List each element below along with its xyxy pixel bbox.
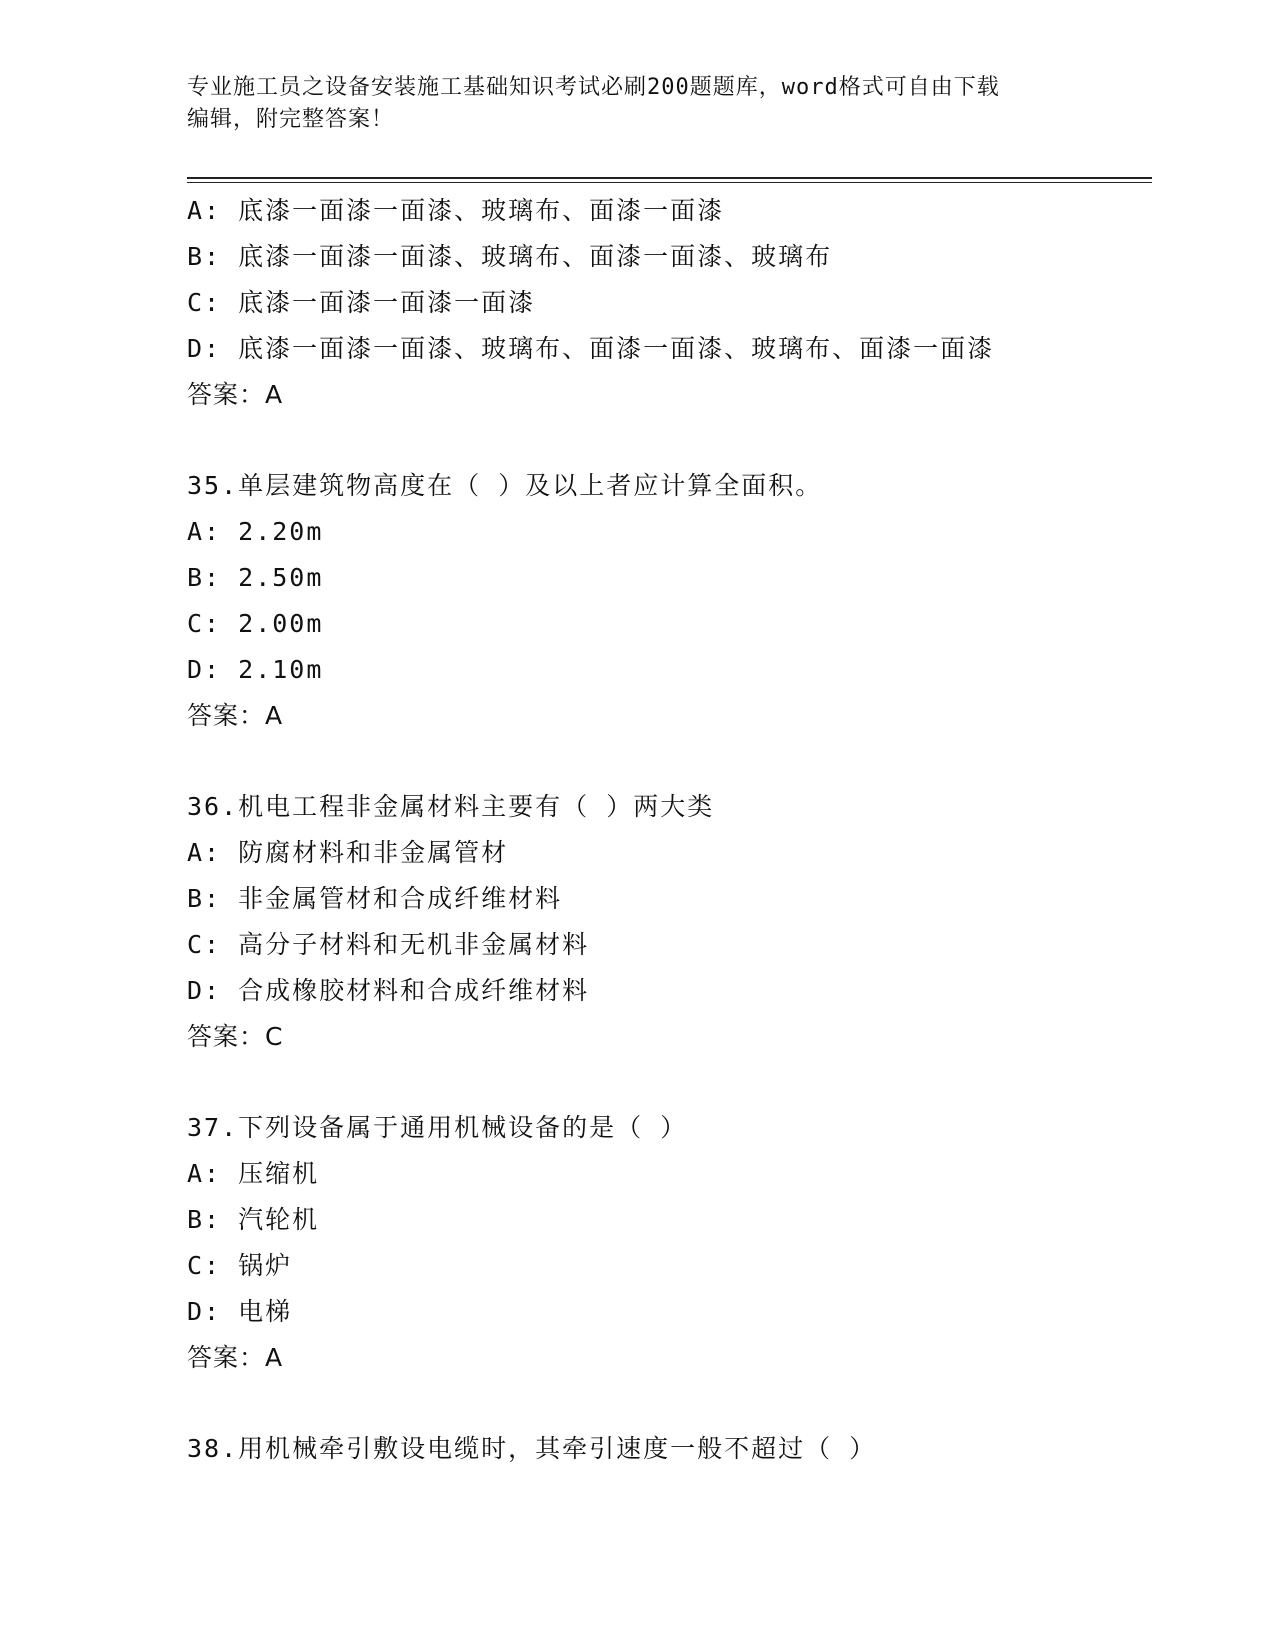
- question-37: [187, 1105, 1152, 1381]
- document-header: [187, 72, 1077, 136]
- option-c: C: 锅炉: [187, 1251, 293, 1280]
- option-d: D: 电梯: [187, 1297, 293, 1326]
- question-list: [187, 188, 1152, 1472]
- option-d: D: 合成橡胶材料和合成纤维材料: [187, 976, 590, 1005]
- option-d: D: 2.10m: [187, 655, 324, 684]
- option-c: C: 高分子材料和无机非金属材料: [187, 930, 590, 959]
- option-b: B: 底漆一面漆一面漆、玻璃布、面漆一面漆、玻璃布: [187, 242, 833, 271]
- answer: 答案：A: [187, 701, 284, 730]
- answer: 答案：A: [187, 380, 284, 409]
- question-35: [187, 463, 1152, 739]
- spacer: [187, 739, 1152, 784]
- question-stem: 37.下列设备属于通用机械设备的是（ ）: [187, 1113, 688, 1142]
- question-38: [187, 1426, 1152, 1472]
- header-divider-thin: [187, 182, 1152, 183]
- answer: 答案：A: [187, 1343, 284, 1372]
- option-a: A: 底漆一面漆一面漆、玻璃布、面漆一面漆: [187, 196, 725, 225]
- answer: 答案：C: [187, 1022, 284, 1051]
- spacer: [187, 418, 1152, 463]
- spacer: [187, 1060, 1152, 1105]
- option-c: C: 底漆一面漆一面漆一面漆: [187, 288, 536, 317]
- option-a: A: 压缩机: [187, 1159, 320, 1188]
- question-36: [187, 784, 1152, 1060]
- question-stem: 35.单层建筑物高度在（ ）及以上者应计算全面积。: [187, 471, 823, 500]
- header-line-2: 编辑，附完整答案！: [187, 107, 395, 132]
- option-b: B: 2.50m: [187, 563, 324, 592]
- header-divider-thick: [187, 177, 1152, 179]
- question-stem: 36.机电工程非金属材料主要有（ ）两大类: [187, 792, 715, 821]
- header-line-1: 专业施工员之设备安装施工基础知识考试必刷200题题库，word格式可自由下载: [187, 75, 1000, 100]
- question-stem: 38.用机械牵引敷设电缆时，其牵引速度一般不超过（ ）: [187, 1434, 877, 1463]
- option-a: A: 2.20m: [187, 517, 324, 546]
- question-34: [187, 188, 1152, 418]
- option-a: A: 防腐材料和非金属管材: [187, 838, 509, 867]
- option-d: D: 底漆一面漆一面漆、玻璃布、面漆一面漆、玻璃布、面漆一面漆: [187, 334, 995, 363]
- option-b: B: 非金属管材和合成纤维材料: [187, 884, 563, 913]
- option-b: B: 汽轮机: [187, 1205, 320, 1234]
- option-c: C: 2.00m: [187, 609, 324, 638]
- spacer: [187, 1381, 1152, 1426]
